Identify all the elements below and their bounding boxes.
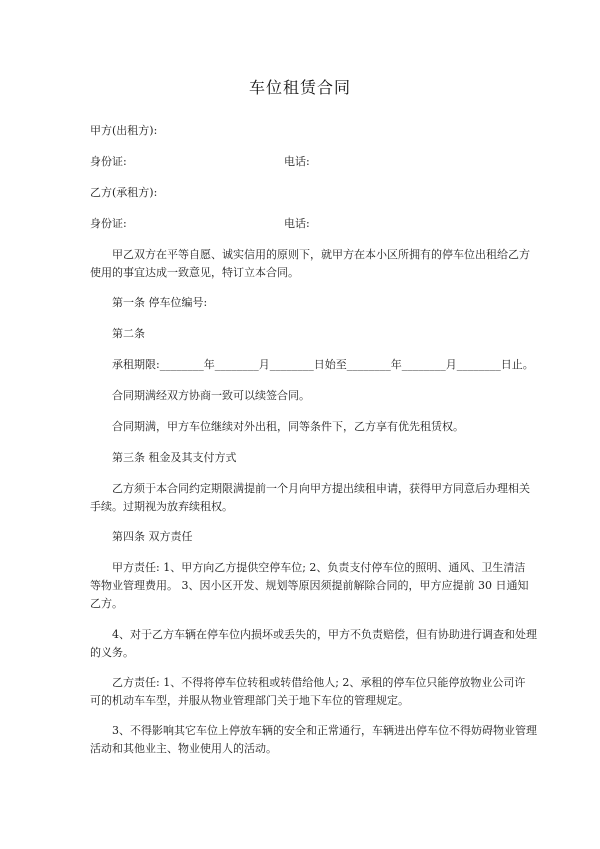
party-b-duty3-line-1: 3、不得影响其它车位上停放车辆的安全和正常通行，车辆进出停车位不得妨碍物业管理 [112,724,537,737]
article1-heading: 第一条 停车位编号: [112,296,208,309]
article4-heading: 第四条 双方责任 [112,530,193,543]
article2-priority: 合同期满，甲方车位继续对外出租，同等条件下，乙方享有优先租赁权。 [112,420,464,433]
party-b-id-label: 身份证: [90,217,127,230]
article2-renewal: 合同期满经双方协商一致可以续签合同。 [112,389,310,402]
party-a-duty4-line-1: 4、对于乙方车辆在停车位内损坏或丢失的，甲方不负责赔偿，但有协助进行调查和处理 [112,628,537,641]
party-a-id-label: 身份证: [90,155,127,168]
party-b-phone-label: 电话: [284,217,310,230]
party-b-label: 乙方(承租方): [90,186,158,199]
preamble-line-1: 甲乙双方在平等自愿、诚实信用的原则下，就甲方在本小区所拥有的停车位出租给乙方 [112,248,530,261]
party-a-label: 甲方(出租方): [90,124,158,137]
party-a-duty-line-3: 乙方。 [90,597,123,610]
article2-term: 承租期限:________年________月________日始至________年________月________日止。 [112,358,534,371]
page-title: 车位租赁合同 [248,78,351,97]
party-a-duty-line-2: 等物业管理费用。 3、因小区开发、规划等原因须提前解除合同的，甲方应提前 30 日通知 [90,579,529,592]
article2-heading: 第二条 [112,327,145,340]
article3-line-2: 手续。过期视为放弃续租权。 [90,500,233,513]
party-b-duty3-line-2: 活动和其他业主、物业使用人的活动。 [90,742,277,755]
party-b-duty-line-1: 乙方责任: 1、不得将停车位转租或转借给他人; 2、承租的停车位只能停放物业公司许 [112,676,526,689]
article3-heading: 第三条 租金及其支付方式 [112,451,237,464]
party-b-duty-line-2: 可的机动车车型，并服从物业管理部门关于地下车位的管理规定。 [90,694,409,707]
party-a-duty-line-1: 甲方责任: 1、甲方向乙方提供空停车位; 2、负责支付停车位的照明、通风、卫生清洁 [112,561,526,574]
preamble-line-2: 使用的事宜达成一致意见，特订立本合同。 [90,266,299,279]
party-a-phone-label: 电话: [284,155,310,168]
party-a-duty4-line-2: 的义务。 [90,646,134,659]
article3-line-1: 乙方须于本合同约定期限满提前一个月向甲方提出续租申请，获得甲方同意后办理相关 [112,482,530,495]
